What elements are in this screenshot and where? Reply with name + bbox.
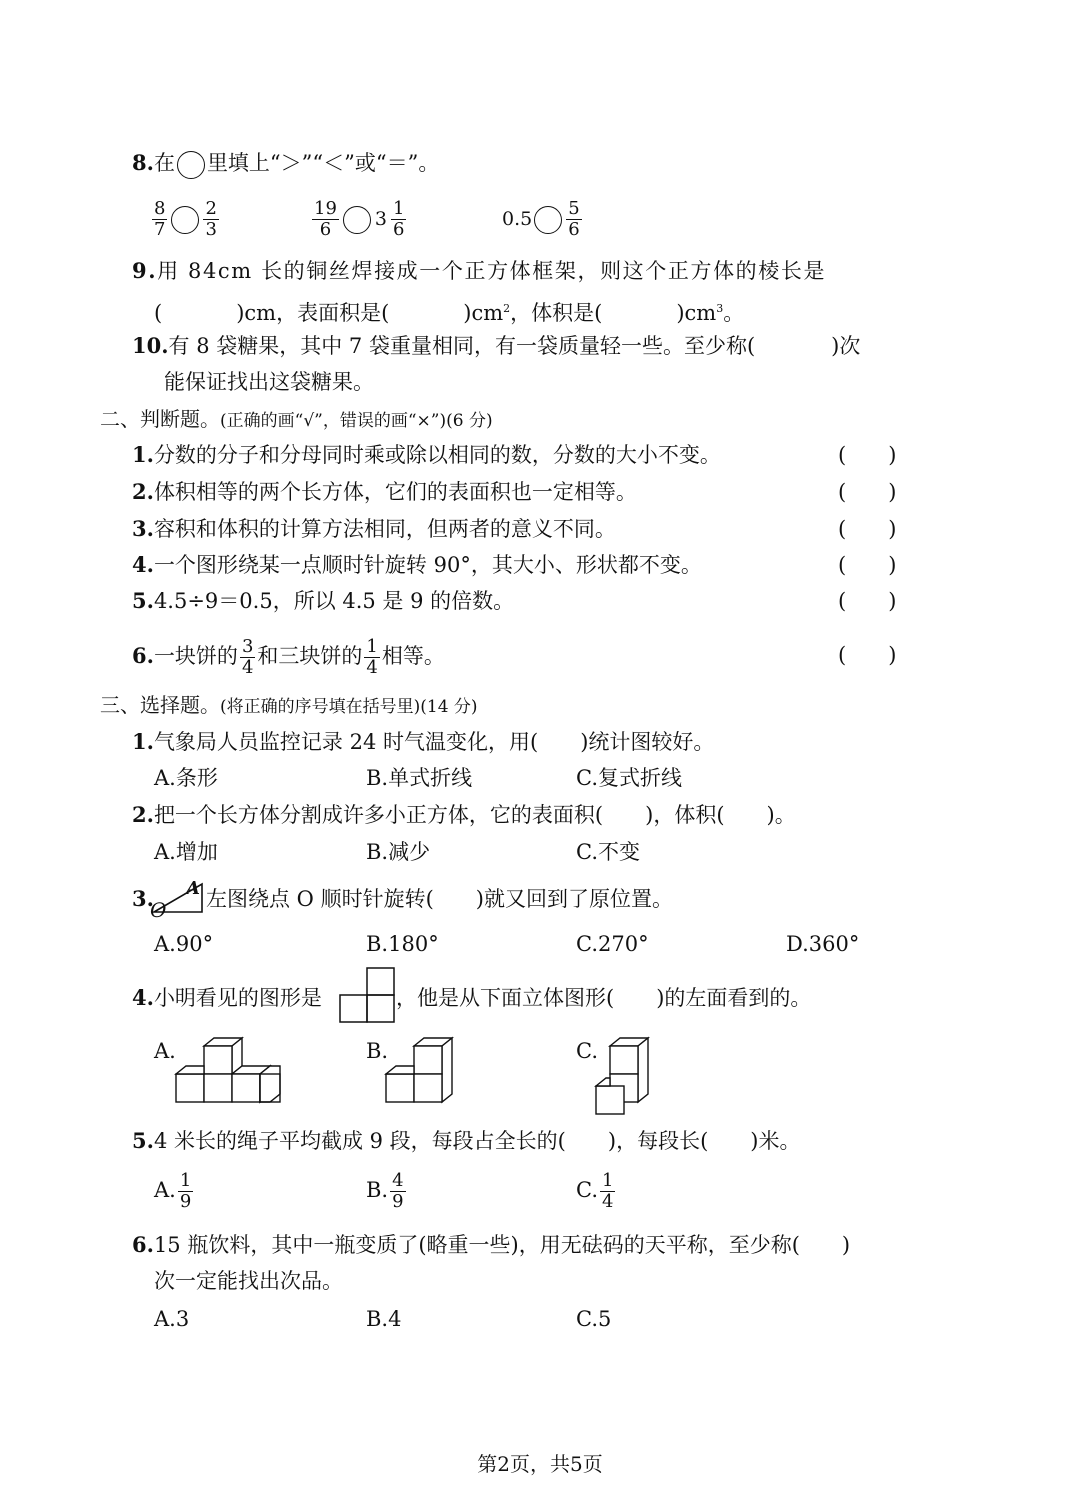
q9-line1 [132, 256, 826, 286]
fraction: $\frac{1}{4}$ [602, 1170, 614, 1212]
option-c[interactable]: C.5 [576, 1307, 612, 1331]
solid-figure-b [386, 1034, 476, 1114]
point-a-label: A [186, 878, 200, 899]
option-a[interactable]: A.条形 [154, 766, 218, 790]
q8-compare-row-2 [310, 196, 408, 241]
q9-line2: ( )cm，表面积是( )$cm^2$，体积是( )$cm^3$。 [154, 301, 745, 325]
fraction: $\frac{19}{6}$ [314, 198, 337, 240]
option-c[interactable]: C.270° [576, 932, 649, 956]
q8-post: 里填上“＞”“＜”或“＝”。 [206, 151, 440, 175]
fraction: $\frac{4}{9}$ [392, 1170, 404, 1212]
section-3-title: 三、选择题。(将正确的序号填在括号里)(14 分) [100, 693, 478, 717]
page-footer: 第2页，共5页 [477, 1452, 603, 1476]
option-c[interactable]: C.不变 [576, 840, 640, 864]
section-2-title: 二、判断题。(正确的画“√”，错误的画“×”)(6 分) [100, 407, 493, 431]
choice-q2: 2.把一个长方体分割成许多小正方体，它的表面积( )，体积( )。 [132, 802, 796, 827]
compare-circle [343, 206, 371, 234]
option-b[interactable]: B. $\frac{4}{9}$ [366, 1170, 404, 1212]
point-o-label: O [150, 898, 167, 922]
fraction: $\frac{8}{7}$ [154, 198, 166, 240]
judge-item-1: 1.分数的分子和分母同时乘或除以相同的数，分数的大小不变。 [132, 442, 721, 467]
option-a[interactable]: A. $\frac{1}{9}$ [154, 1170, 192, 1212]
q10-number: 10. [132, 333, 169, 358]
choice-q4-post: ，他是从下面立体图形( )的左面看到的。 [396, 986, 812, 1010]
q8-line [132, 148, 439, 179]
fraction: $\frac{5}{6}$ [568, 198, 580, 240]
compare-circle [171, 206, 199, 234]
whole-number: 3 [374, 208, 387, 230]
option-a[interactable]: A.增加 [154, 840, 218, 864]
option-a[interactable]: A. [154, 1039, 176, 1063]
answer-paren[interactable]: ( ) [838, 480, 897, 504]
compare-circle [534, 206, 562, 234]
q9-number: 9. [132, 258, 158, 283]
choice-q6-line1: 6.15 瓶饮料，其中一瓶变质了(略重一些)，用无砝码的天平称，至少称( ) [132, 1232, 851, 1257]
fraction: $\frac{1}{4}$ [366, 636, 378, 678]
option-c[interactable]: C. [576, 1039, 598, 1063]
q10-line2: 能保证找出这袋糖果。 [164, 370, 374, 394]
answer-paren[interactable]: ( ) [838, 443, 897, 467]
judge-item-3: 3.容积和体积的计算方法相同，但两者的意义不同。 [132, 516, 616, 541]
q8-compare-row [150, 196, 221, 240]
judge-item-5: 5.4.5÷9＝0.5，所以 4.5 是 9 的倍数。 [132, 588, 515, 613]
option-c[interactable]: C. $\frac{1}{4}$ [576, 1170, 614, 1212]
answer-paren[interactable]: ( ) [838, 643, 897, 667]
choice-q5: 5.4 米长的绳子平均截成 9 段，每段占全长的( )，每段长( )米。 [132, 1128, 801, 1153]
judge-item-2: 2.体积相等的两个长方体，它们的表面积也一定相等。 [132, 479, 637, 504]
choice-q3: 左图绕点 O 顺时针旋转( )就又回到了原位置。 [206, 887, 673, 911]
choice-q3-number: 3. [132, 886, 154, 911]
left-view-figure [340, 966, 400, 1026]
option-b[interactable]: B.180° [366, 932, 439, 956]
choice-q4-pre: 4.小明看见的图形是 [132, 985, 322, 1010]
answer-paren[interactable]: ( ) [838, 553, 897, 577]
judge-item-4: 4.一个图形绕某一点顺时针旋转 90°，其大小、形状都不变。 [132, 552, 702, 577]
fraction: $\frac{1}{6}$ [393, 198, 405, 240]
option-a[interactable]: A.90° [154, 932, 214, 956]
q10-text: 有 8 袋糖果，其中 7 袋重量相同，有一袋质量轻一些。至少称( [168, 334, 756, 358]
compare-circle [177, 151, 205, 179]
option-b[interactable]: B. [366, 1039, 389, 1063]
option-c[interactable]: C.复式折线 [576, 766, 682, 790]
q8-pre: 在 [153, 151, 175, 175]
judge-item-6: 6.一块饼的 $\frac{3}{4}$ 和三块饼的 $\frac{1}{4}$ 相等。 [132, 636, 445, 678]
q8-number: 8. [132, 150, 154, 175]
fraction: $\frac{1}{9}$ [179, 1170, 192, 1212]
fraction: $\frac{3}{4}$ [241, 636, 254, 678]
choice-q6-line2: 次一定能找出次品。 [154, 1269, 343, 1293]
q9-text: 用 84cm 长的铜丝焊接成一个正方体框架，则这个正方体的棱长是 [157, 259, 827, 283]
q8-compare-row-3 [502, 196, 584, 241]
option-a[interactable]: A.3 [154, 1307, 190, 1331]
option-d[interactable]: D.360° [786, 932, 860, 956]
decimal: 0.5 [502, 208, 533, 230]
answer-paren[interactable]: ( ) [838, 589, 897, 613]
fraction: $\frac{2}{3}$ [205, 198, 217, 240]
q10-line1: 10.有 8 袋糖果，其中 7 袋重量相同，有一袋质量轻一些。至少称( )次 [132, 333, 861, 358]
option-b[interactable]: B.减少 [366, 840, 431, 864]
option-b[interactable]: B.4 [366, 1307, 402, 1331]
option-b[interactable]: B.单式折线 [366, 766, 473, 790]
choice-q1: 1.气象局人员监控记录 24 时气温变化，用( )统计图较好。 [132, 729, 715, 754]
answer-paren[interactable]: ( ) [838, 517, 897, 541]
solid-figure-a [176, 1034, 296, 1114]
solid-figure-c [596, 1034, 656, 1124]
